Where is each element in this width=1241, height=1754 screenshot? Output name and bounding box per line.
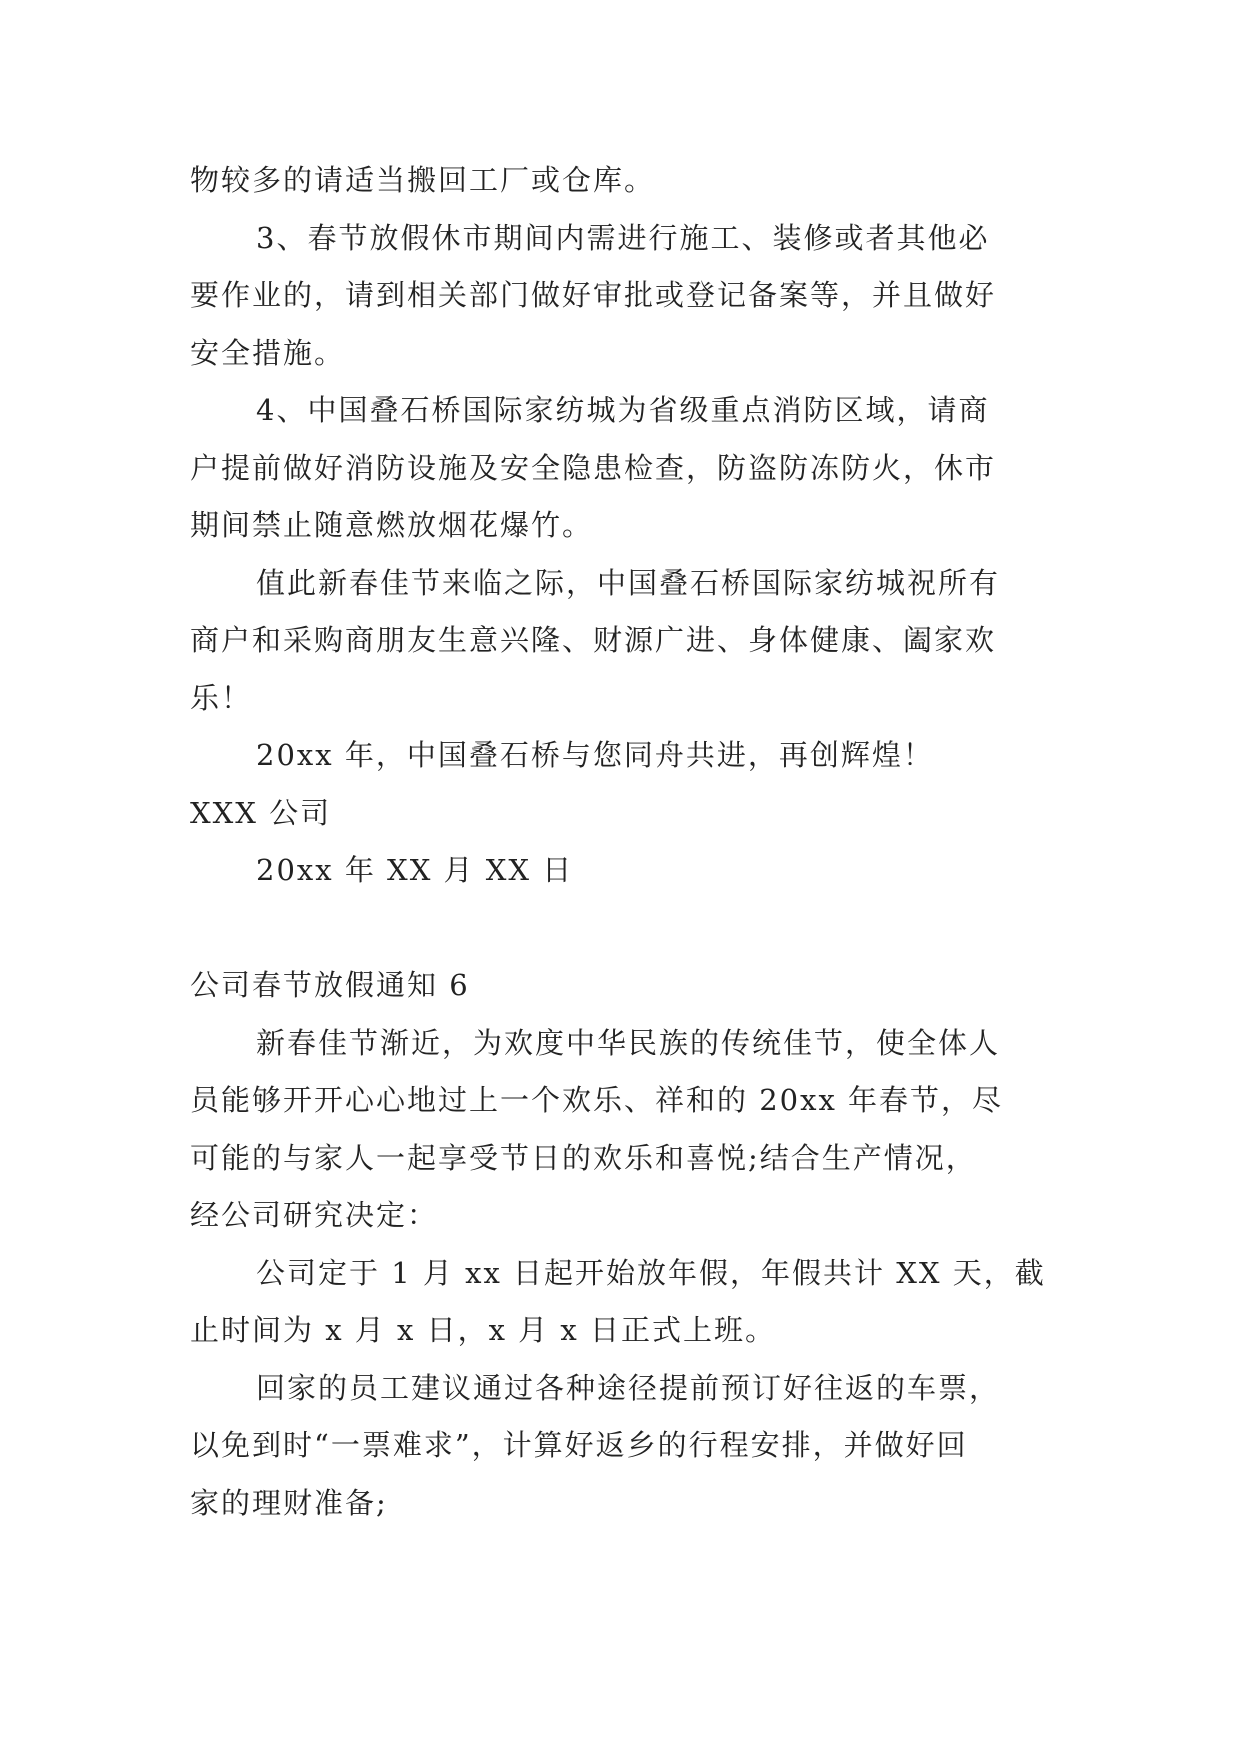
document-body (190, 152, 1070, 1532)
signature-date: 20xx 年 XX 月 XX 日 (256, 853, 574, 887)
paragraph-line: 以免到时“一票难求”，计算好返乡的行程安排，并做好回 (190, 1428, 968, 1462)
paragraph-line: 户提前做好消防设施及安全隐患检查，防盗防冻防火，休市 (190, 450, 997, 485)
list-item-line: 4、中国叠石桥国际家纺城为省级重点消防区域，请商 (256, 393, 990, 427)
list-item-line: 3、春节放假休市期间内需进行施工、装修或者其他必 (256, 220, 990, 255)
signature-company: XXX 公司 (190, 795, 332, 830)
paragraph-line: 要作业的，请到相关部门做好审批或登记备案等，并且做好 (190, 278, 997, 312)
paragraph-line: 止时间为 x 月 x 日，x 月 x 日正式上班。 (190, 1313, 776, 1347)
paragraph-line: 期间禁止随意燃放烟花爆竹。 (190, 508, 594, 542)
paragraph-line: 安全措施。 (190, 335, 346, 370)
paragraph-line: 家的理财准备; (190, 1485, 388, 1520)
closing-line: 20xx 年，中国叠石桥与您同舟共进，再创辉煌！ (256, 738, 934, 772)
section-spacer (190, 900, 1070, 958)
paragraph-line: 新春佳节渐近，为欢度中华民族的传统佳节，使全体人 (256, 1025, 1001, 1060)
paragraph-line: 值此新春佳节来临之际，中国叠石桥国际家纺城祝所有 (256, 565, 1001, 600)
paragraph-line: 商户和采购商朋友生意兴隆、财源广进、身体健康、阖家欢 (190, 623, 997, 657)
paragraph-line: 公司定于 1 月 xx 日起开始放年假，年假共计 XX 天，截 (256, 1255, 1046, 1290)
section-title: 公司春节放假通知 6 (190, 968, 470, 1002)
paragraph-line: 员能够开开心心地过上一个欢乐、祥和的 20xx 年春节，尽 (190, 1083, 1004, 1117)
paragraph-line: 回家的员工建议通过各种途径提前预订好往返的车票， (256, 1370, 1001, 1405)
paragraph-line: 经公司研究决定： (190, 1198, 439, 1232)
paragraph-line: 物较多的请适当搬回工厂或仓库。 (190, 163, 656, 197)
paragraph-line: 乐！ (190, 680, 253, 715)
paragraph-line: 可能的与家人一起享受节日的欢乐和喜悦;结合生产情况， (190, 1140, 977, 1175)
